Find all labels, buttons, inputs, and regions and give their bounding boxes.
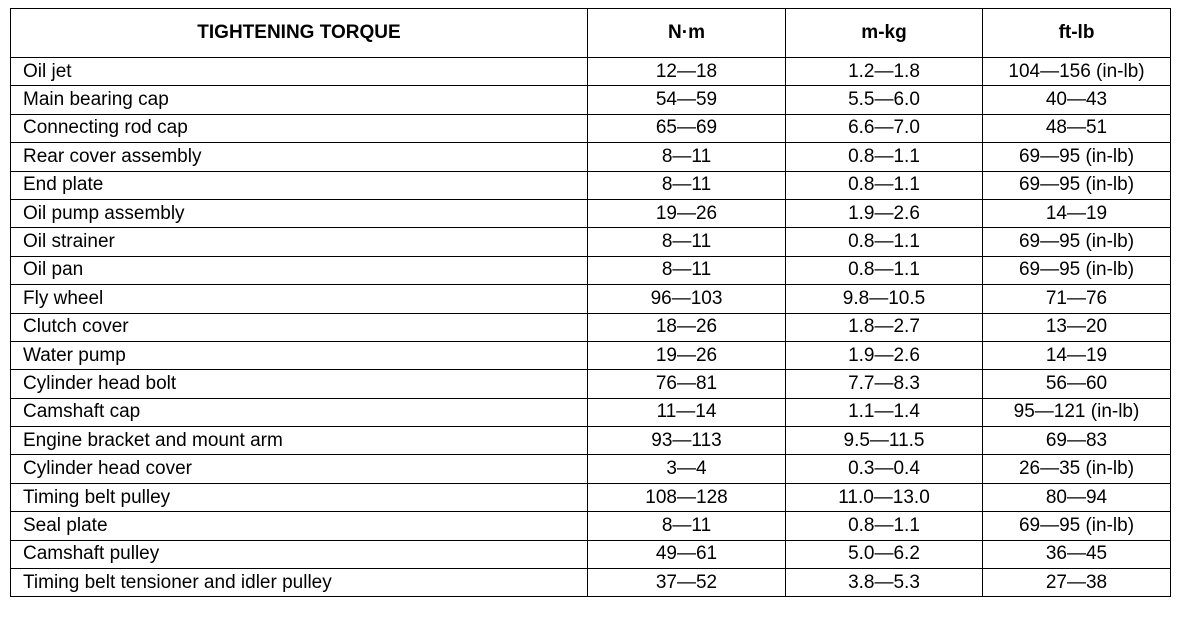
value-mkg: 9.5—11.5 xyxy=(786,427,983,455)
value-nm: 8—11 xyxy=(588,143,786,171)
table-row xyxy=(11,114,1171,142)
value-nm: 65—69 xyxy=(588,114,786,142)
value-mkg: 5.5—6.0 xyxy=(786,86,983,114)
value-ftlb: 36—45 xyxy=(983,540,1171,568)
value-ftlb: 27—38 xyxy=(983,569,1171,597)
table-row xyxy=(11,199,1171,227)
value-nm: 11—14 xyxy=(588,398,786,426)
value-ftlb: 104—156 (in-lb) xyxy=(983,58,1171,86)
item-name: Oil jet xyxy=(11,58,588,86)
item-name: Oil pump assembly xyxy=(11,199,588,227)
table-row xyxy=(11,285,1171,313)
table-row xyxy=(11,512,1171,540)
table-row xyxy=(11,540,1171,568)
value-ftlb: 69—95 (in-lb) xyxy=(983,512,1171,540)
value-mkg: 6.6—7.0 xyxy=(786,114,983,142)
header-tightening-torque: TIGHTENING TORQUE xyxy=(11,9,588,58)
value-mkg: 9.8—10.5 xyxy=(786,285,983,313)
item-name: Camshaft pulley xyxy=(11,540,588,568)
table-row xyxy=(11,171,1171,199)
value-mkg: 0.8—1.1 xyxy=(786,143,983,171)
value-nm: 19—26 xyxy=(588,341,786,369)
value-mkg: 0.8—1.1 xyxy=(786,256,983,284)
item-name: End plate xyxy=(11,171,588,199)
value-nm: 8—11 xyxy=(588,512,786,540)
item-name: Cylinder head bolt xyxy=(11,370,588,398)
value-ftlb: 13—20 xyxy=(983,313,1171,341)
table-row xyxy=(11,228,1171,256)
value-mkg: 0.8—1.1 xyxy=(786,512,983,540)
value-nm: 93—113 xyxy=(588,427,786,455)
item-name: Timing belt tensioner and idler pulley xyxy=(11,569,588,597)
table-row xyxy=(11,341,1171,369)
header-mkg: m-kg xyxy=(786,9,983,58)
torque-spec-table xyxy=(10,8,1171,597)
value-ftlb: 71—76 xyxy=(983,285,1171,313)
table-body xyxy=(11,58,1171,597)
item-name: Cylinder head cover xyxy=(11,455,588,483)
value-ftlb: 80—94 xyxy=(983,483,1171,511)
value-mkg: 5.0—6.2 xyxy=(786,540,983,568)
value-nm: 18—26 xyxy=(588,313,786,341)
value-ftlb: 69—95 (in-lb) xyxy=(983,256,1171,284)
value-nm: 37—52 xyxy=(588,569,786,597)
header-row xyxy=(11,9,1171,58)
value-nm: 3—4 xyxy=(588,455,786,483)
value-ftlb: 56—60 xyxy=(983,370,1171,398)
item-name: Fly wheel xyxy=(11,285,588,313)
table-row xyxy=(11,427,1171,455)
table-row xyxy=(11,143,1171,171)
item-name: Main bearing cap xyxy=(11,86,588,114)
header-ftlb: ft-lb xyxy=(983,9,1171,58)
table-row xyxy=(11,398,1171,426)
item-name: Engine bracket and mount arm xyxy=(11,427,588,455)
value-mkg: 1.9—2.6 xyxy=(786,341,983,369)
value-nm: 54—59 xyxy=(588,86,786,114)
value-ftlb: 14—19 xyxy=(983,199,1171,227)
item-name: Seal plate xyxy=(11,512,588,540)
value-nm: 49—61 xyxy=(588,540,786,568)
item-name: Timing belt pulley xyxy=(11,483,588,511)
value-ftlb: 40—43 xyxy=(983,86,1171,114)
value-nm: 8—11 xyxy=(588,171,786,199)
value-ftlb: 69—83 xyxy=(983,427,1171,455)
value-ftlb: 26—35 (in-lb) xyxy=(983,455,1171,483)
table-row xyxy=(11,370,1171,398)
table-row xyxy=(11,58,1171,86)
value-mkg: 0.8—1.1 xyxy=(786,171,983,199)
value-nm: 12—18 xyxy=(588,58,786,86)
item-name: Oil strainer xyxy=(11,228,588,256)
item-name: Rear cover assembly xyxy=(11,143,588,171)
value-mkg: 1.9—2.6 xyxy=(786,199,983,227)
value-nm: 19—26 xyxy=(588,199,786,227)
value-ftlb: 95—121 (in-lb) xyxy=(983,398,1171,426)
value-mkg: 1.1—1.4 xyxy=(786,398,983,426)
item-name: Connecting rod cap xyxy=(11,114,588,142)
value-mkg: 0.8—1.1 xyxy=(786,228,983,256)
value-nm: 96—103 xyxy=(588,285,786,313)
value-ftlb: 69—95 (in-lb) xyxy=(983,143,1171,171)
table-header xyxy=(11,9,1171,58)
value-nm: 8—11 xyxy=(588,256,786,284)
table-row xyxy=(11,483,1171,511)
header-nm: N·m xyxy=(588,9,786,58)
table-row xyxy=(11,313,1171,341)
value-ftlb: 48—51 xyxy=(983,114,1171,142)
table-row xyxy=(11,569,1171,597)
value-mkg: 1.8—2.7 xyxy=(786,313,983,341)
value-nm: 108—128 xyxy=(588,483,786,511)
value-ftlb: 69—95 (in-lb) xyxy=(983,228,1171,256)
table-row xyxy=(11,455,1171,483)
value-ftlb: 69—95 (in-lb) xyxy=(983,171,1171,199)
item-name: Camshaft cap xyxy=(11,398,588,426)
value-mkg: 3.8—5.3 xyxy=(786,569,983,597)
item-name: Clutch cover xyxy=(11,313,588,341)
item-name: Oil pan xyxy=(11,256,588,284)
value-ftlb: 14—19 xyxy=(983,341,1171,369)
value-nm: 76—81 xyxy=(588,370,786,398)
value-mkg: 1.2—1.8 xyxy=(786,58,983,86)
table-row xyxy=(11,86,1171,114)
value-nm: 8—11 xyxy=(588,228,786,256)
table-row xyxy=(11,256,1171,284)
value-mkg: 7.7—8.3 xyxy=(786,370,983,398)
item-name: Water pump xyxy=(11,341,588,369)
value-mkg: 11.0—13.0 xyxy=(786,483,983,511)
value-mkg: 0.3—0.4 xyxy=(786,455,983,483)
